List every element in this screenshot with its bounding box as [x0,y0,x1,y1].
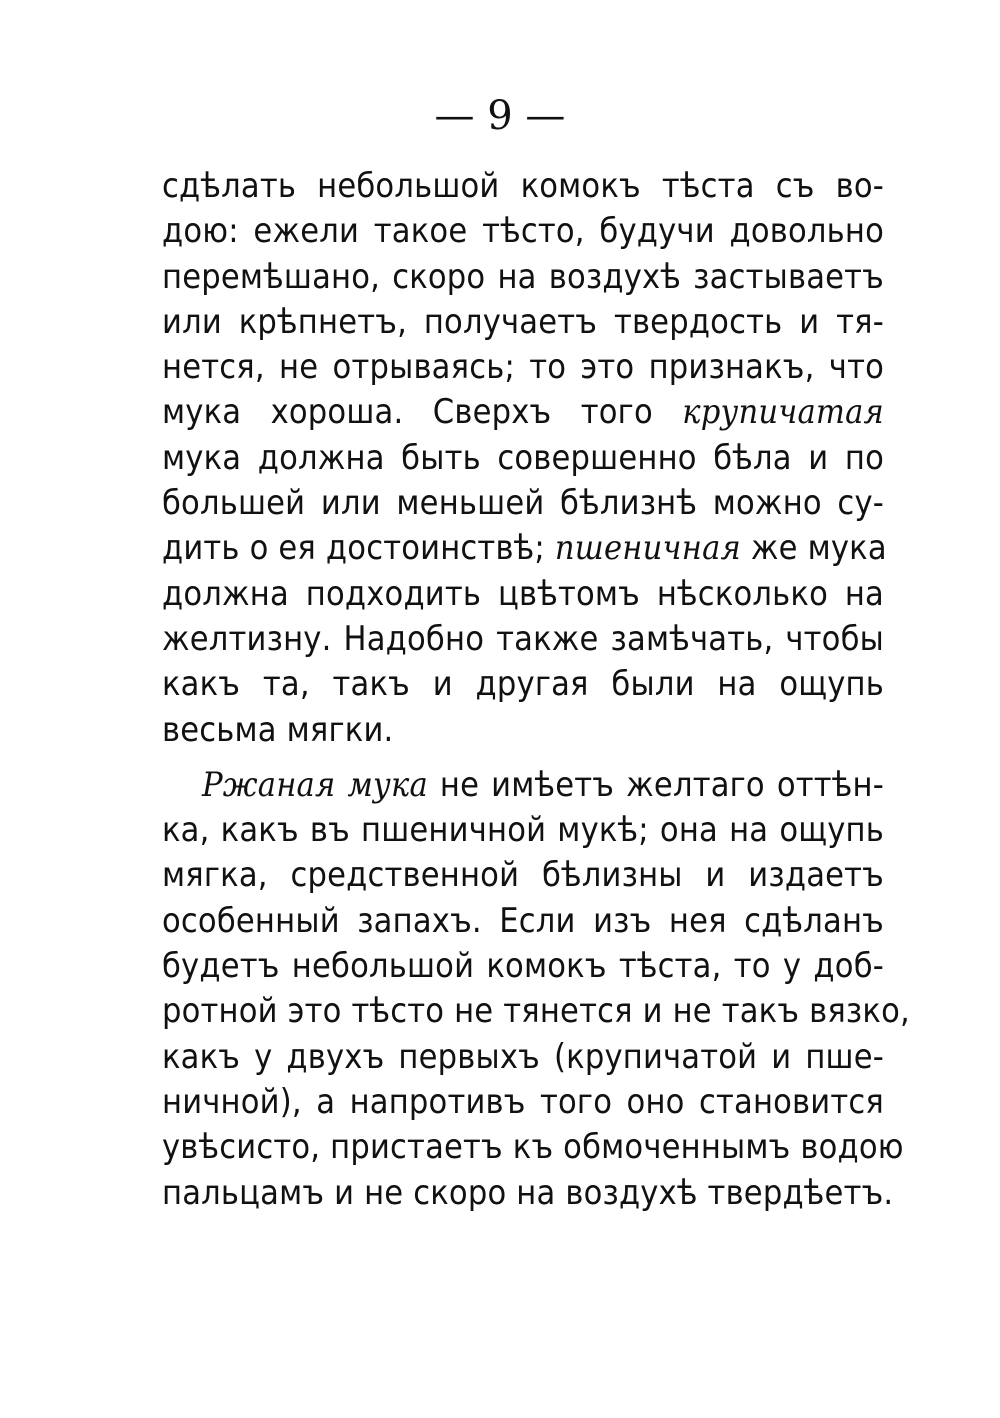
text-line [162,763,884,808]
text-line [162,808,884,853]
text-line [162,662,884,707]
text-run: перемѣшано, скоро на воздухѣ застываетъ [162,256,884,297]
text-line [162,1171,894,1216]
text-line [162,1080,884,1125]
text-run: ничной), а напротивъ того оно становится [162,1081,884,1122]
text-line [162,300,884,345]
text-run: будетъ небольшой комокъ тѣста, то у доб- [162,946,884,987]
text-run: весьма мягки. [162,709,394,750]
text-run: же мука [740,528,887,569]
text-run: ка, какъ въ пшеничной мукѣ; она на ощупь [162,810,884,851]
text-run: нется, не отрываясь; то это признакъ, что [162,347,884,388]
text-line [162,944,884,989]
text-run: или крѣпнетъ, получаетъ твердость и тя- [162,301,884,342]
text-line [162,255,884,300]
text-run: мука должна быть совершенно бѣла и по [162,437,884,478]
text-line [162,572,884,617]
italic-term: Ржаная мука [202,764,428,805]
text-run: большей или меньшей бѣлизнѣ можно су- [162,483,884,524]
text-run: мягка, средственной бѣлизны и издаетъ [162,855,884,896]
text-run: особенный запахъ. Если изъ нея сдѣланъ [162,900,884,941]
body-text [162,164,910,1216]
text-run: дою: ежели такое тѣсто, будучи довольно [162,211,884,252]
text-run: увѣсисто, пристаетъ къ обмоченнымъ водою [162,1127,904,1168]
text-line [162,436,884,481]
text-line [162,899,884,944]
text-line [162,617,884,662]
text-run: какъ у двухъ первыхъ (крупичатой и пше- [162,1036,884,1077]
text-line [162,1035,884,1080]
text-line [162,390,884,435]
paragraph-gap [162,753,884,763]
text-line [162,209,884,254]
text-run: не имѣетъ желтаго оттѣн- [427,764,884,805]
text-line [162,345,884,390]
text-run: дить о ея достоинствѣ; [162,528,555,569]
text-run: пальцамъ и не скоро на воздухѣ твердѣетъ. [162,1172,894,1213]
text-line [162,481,884,526]
text-line [162,853,884,898]
text-line [162,164,884,209]
text-run: ротной это тѣсто не тянется и не такъ вязко, [162,991,910,1032]
text-run: желтизну. Надобно также замѣчать, чтобы [162,618,884,659]
paragraph [162,164,887,753]
text-run: мука хороша. Сверхъ того [162,392,683,433]
text-line [162,1125,904,1170]
page-number: — 9 — [434,93,566,139]
text-line [162,526,887,571]
text-run: сдѣлать небольшой комокъ тѣста съ во- [162,166,884,206]
paragraph [162,763,910,1216]
text-run: должна подходить цвѣтомъ нѣсколько на [162,573,884,614]
italic-term: пшеничная [554,528,741,569]
text-line [162,989,910,1034]
text-line [162,708,884,753]
italic-term: крупичатая [682,392,884,433]
text-run: какъ та, такъ и другая были на ощупь [162,664,884,705]
